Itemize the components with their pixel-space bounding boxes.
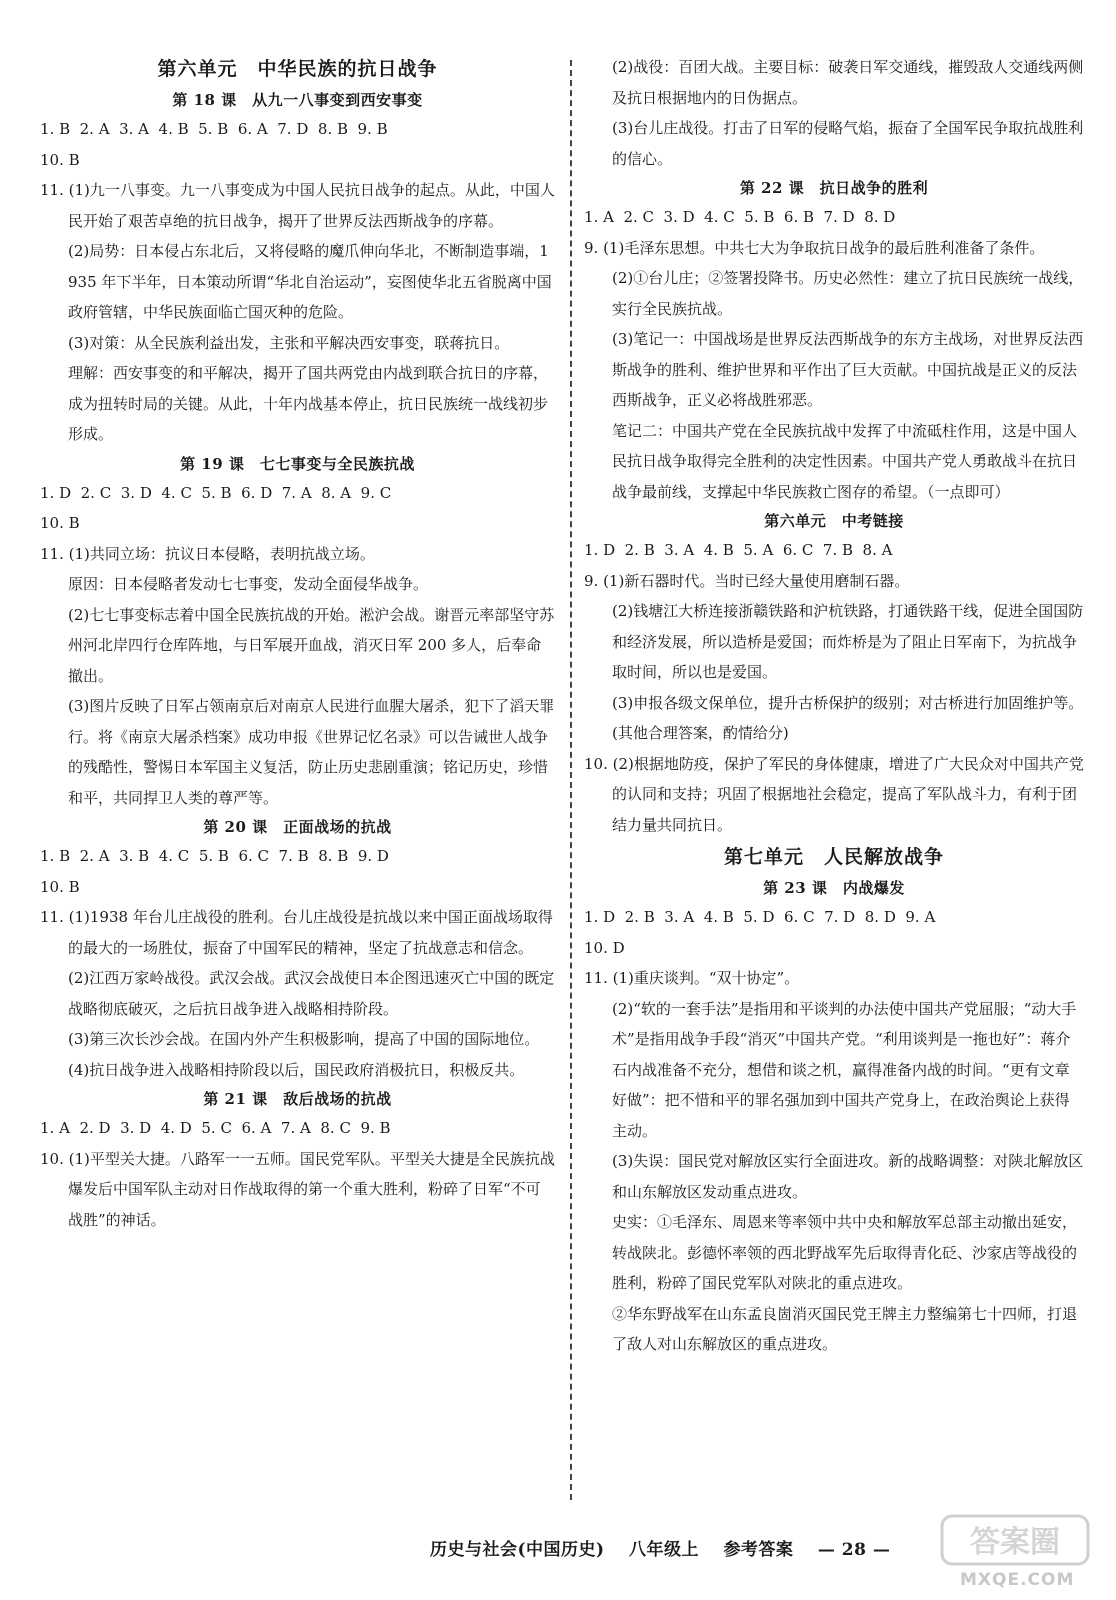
- answer-line: 笔记二：中国共产党在全民族抗战中发挥了中流砥柱作用，这是中国人民抗日战争取得完全胜利的决定性因素。中国共产党人勇敢战斗在抗日战争最前线，支撑起中华民族救亡图存的希望。（一点即可）: [612, 421, 1078, 501]
- lesson-title: 第 23 课 内战爆发: [763, 879, 905, 897]
- answer-line: (3)申报各级文保单位，提升古桥保护的级别；对古桥进行加固维护等。(其他合理答案，酌情给分): [612, 693, 1084, 742]
- page-footer: [430, 1535, 908, 1560]
- answer-line: 11. (1)1938 年台儿庄战役的胜利。台儿庄战役是抗战以来中国正面战场取得的最大的一场胜仗，振奋了中国军民的精神，坚定了抗战意志和信念。: [40, 908, 553, 957]
- left-column: [40, 52, 555, 1235]
- answer-line: 1. D 2. C 3. D 4. C 5. B 6. D 7. A 8. A 9. C: [40, 483, 392, 502]
- answer-line: 史实：①毛泽东、周恩来等率领中共中央和解放军总部主动撤出延安，转战陕北。彭德怀率领的西北野战军先后取得青化砭、沙家店等战役的胜利，粉碎了国民党军队对陕北的重点进攻。: [612, 1213, 1078, 1292]
- unit-title: 第六单元 中华民族的抗日战争: [157, 58, 438, 80]
- lesson-title: 第 21 课 敌后战场的抗战: [203, 1090, 392, 1108]
- answer-line: 9. (1)毛泽东思想。中共七大为争取抗日战争的最后胜利准备了条件。: [584, 238, 1045, 257]
- lesson-title: 第 19 课 七七事变与全民族抗战: [180, 454, 415, 473]
- answer-line: 理解：西安事变的和平解决，揭开了国共两党由内战到联合抗日的序幕，成为扭转时局的关键。从此，十年内战基本停止，抗日民族统一战线初步形成。: [68, 364, 549, 443]
- lesson-title: 第 18 课 从九一八事变到西安事变: [172, 91, 423, 109]
- answer-line: 10. B: [40, 877, 80, 896]
- answer-line: 10. (1)平型关大捷。八路军一一五师。国民党军队。平型关大捷是全民族抗战爆发后中国军队主动对日作战取得的第一个重大胜利，粉碎了日军“不可战胜”的神话。: [40, 1149, 555, 1229]
- footer-grade: 八年级上: [629, 1540, 700, 1560]
- watermark-logo-text: 答案圈: [970, 1525, 1060, 1560]
- answer-line: 11. (1)重庆谈判。“双十协定”。: [584, 969, 800, 987]
- answer-line: 10. (2)根据地防疫，保护了军民的身体健康，增进了广大民众对中国共产党的认同和支持；巩固了根据地社会稳定，提高了军队战斗力，有利于团结力量共同抗日。: [584, 754, 1084, 834]
- watermark: [940, 1512, 1090, 1592]
- answer-line: 1. B 2. A 3. B 4. C 5. B 6. C 7. B 8. B 9. D: [40, 847, 389, 865]
- answer-line: (3)第三次长沙会战。在国内外产生积极影响，提高了中国的国际地位。: [68, 1030, 540, 1048]
- right-column: [584, 52, 1084, 1360]
- answer-line: 10. B: [40, 514, 80, 532]
- answer-line: (3)对策：从全民族利益出发，主张和平解决西安事变，联蒋抗日。: [68, 333, 510, 352]
- lesson-title: 第 22 课 抗日战争的胜利: [739, 179, 929, 197]
- answer-line: 9. (1)新石器时代。当时已经大量使用磨制石器。: [584, 571, 910, 590]
- answer-line: (2)“软的一套手法”是指用和平谈判的办法使中国共产党屈服；“动大手术”是指用战争手段“消灭”中国共产党。“利用谈判是一拖也好”：蒋介石内战准备不充分，想借和谈之机，赢得准备内战的时间。“更有文章好做”：把不惜和平的罪名强加到中国共产党身上，在政治舆论上获得主动。: [612, 999, 1077, 1140]
- answer-line: 11. (1)共同立场：抗议日本侵略，表明抗战立场。: [40, 544, 375, 563]
- answer-line: ②华东野战军在山东孟良崮消灭国民党王牌主力整编第七十四师，打退了敌人对山东解放区的重点进攻。: [612, 1304, 1078, 1353]
- answer-line: 原因：日本侵略者发动七七事变，发动全面侵华战争。: [68, 575, 429, 593]
- answer-line: 1. D 2. B 3. A 4. B 5. D 6. C 7. D 8. D 9. A: [584, 908, 936, 926]
- answer-line: (3)失误：国民党对解放区实行全面进攻。新的战略调整：对陕北解放区和山东解放区发动重点进攻。: [612, 1152, 1084, 1201]
- unit-title: 第七单元 人民解放战争: [723, 846, 944, 868]
- answer-line: (2)钱塘江大桥连接浙赣铁路和沪杭铁路，打通铁路干线，促进全国国防和经济发展，所以造桥是爱国；而炸桥是为了阻止日军南下，为抗战争取时间，所以也是爱国。: [612, 602, 1084, 681]
- answer-line: 10. D: [584, 938, 625, 957]
- answer-line: (4)抗日战争进入战略相持阶段以后，国民政府消极抗日，积极反共。: [68, 1060, 525, 1079]
- answer-line: (2)局势：日本侵占东北后，又将侵略的魔爪伸向华北，不断制造事端，1935 年下半年，日本策动所谓“华北自治运动”，妄图使华北五省脱离中国政府管辖，中华民族面临亡国灭种的危险。: [68, 242, 552, 321]
- page-number: — 28 —: [817, 1540, 891, 1560]
- answer-line: (2)七七事变标志着中国全民族抗战的开始。淞沪会战。谢晋元率部坚守苏州河北岸四行仓库阵地，与日军展开血战，消灭日军 200 多人，后奉命撤出。: [68, 605, 555, 685]
- answer-line: (2)战役：百团大战。主要目标：破袭日军交通线，摧毁敌人交通线两侧及抗日根据地内的日伪据点。: [612, 58, 1084, 107]
- answer-line: (2)①台儿庄；②签署投降书。历史必然性：建立了抗日民族统一战线，实行全民族抗战。: [612, 269, 1084, 318]
- answer-line: 10. B: [40, 150, 80, 169]
- answer-line: 11. (1)九一八事变。九一八事变成为中国人民抗日战争的起点。从此，中国人民开始了艰苦卓绝的抗日战争，揭开了世界反法西斯战争的序幕。: [40, 181, 555, 230]
- watermark-url: MXQE.COM: [960, 1570, 1075, 1590]
- column-divider: [570, 60, 572, 1500]
- footer-label: 参考答案: [723, 1540, 794, 1560]
- answer-line: 1. A 2. C 3. D 4. C 5. B 6. B 7. D 8. D: [584, 208, 896, 226]
- answer-line: 1. D 2. B 3. A 4. B 5. A 6. C 7. B 8. A: [584, 541, 893, 559]
- lesson-title: 第六单元 中考链接: [764, 512, 904, 530]
- answer-line: (3)台儿庄战役。打击了日军的侵略气焰，振奋了全国军民争取抗战胜利的信心。: [612, 119, 1084, 168]
- answer-line: 1. B 2. A 3. A 4. B 5. B 6. A 7. D 8. B 9. B: [40, 120, 388, 138]
- answer-line: 1. A 2. D 3. D 4. D 5. C 6. A 7. A 8. C 9. B: [40, 1119, 391, 1137]
- answer-line: (3)笔记一：中国战场是世界反法西斯战争的东方主战场，对世界反法西斯战争的胜利、维护世界和平作出了巨大贡献。中国抗战是正义的反法西斯战争，正义必将战胜邪恶。: [612, 330, 1084, 409]
- answer-line: (3)图片反映了日军占领南京后对南京人民进行血腥大屠杀，犯下了滔天罪行。将《南京大屠杀档案》成功申报《世界记忆名录》可以告诫世人战争的残酷性，警惕日本军国主义复活，防止历史悲剧重演；铭记历史，珍惜和平，共同捍卫人类的尊严等。: [68, 697, 555, 807]
- answer-line: (2)江西万家岭战役。武汉会战。武汉会战使日本企图迅速灭亡中国的既定战略彻底破灭，之后抗日战争进入战略相持阶段。: [68, 969, 555, 1018]
- footer-subject: 历史与社会(中国历史): [430, 1540, 605, 1560]
- lesson-title: 第 20 课 正面战场的抗战: [203, 818, 392, 836]
- watermark-logo-icon: [940, 1512, 1090, 1568]
